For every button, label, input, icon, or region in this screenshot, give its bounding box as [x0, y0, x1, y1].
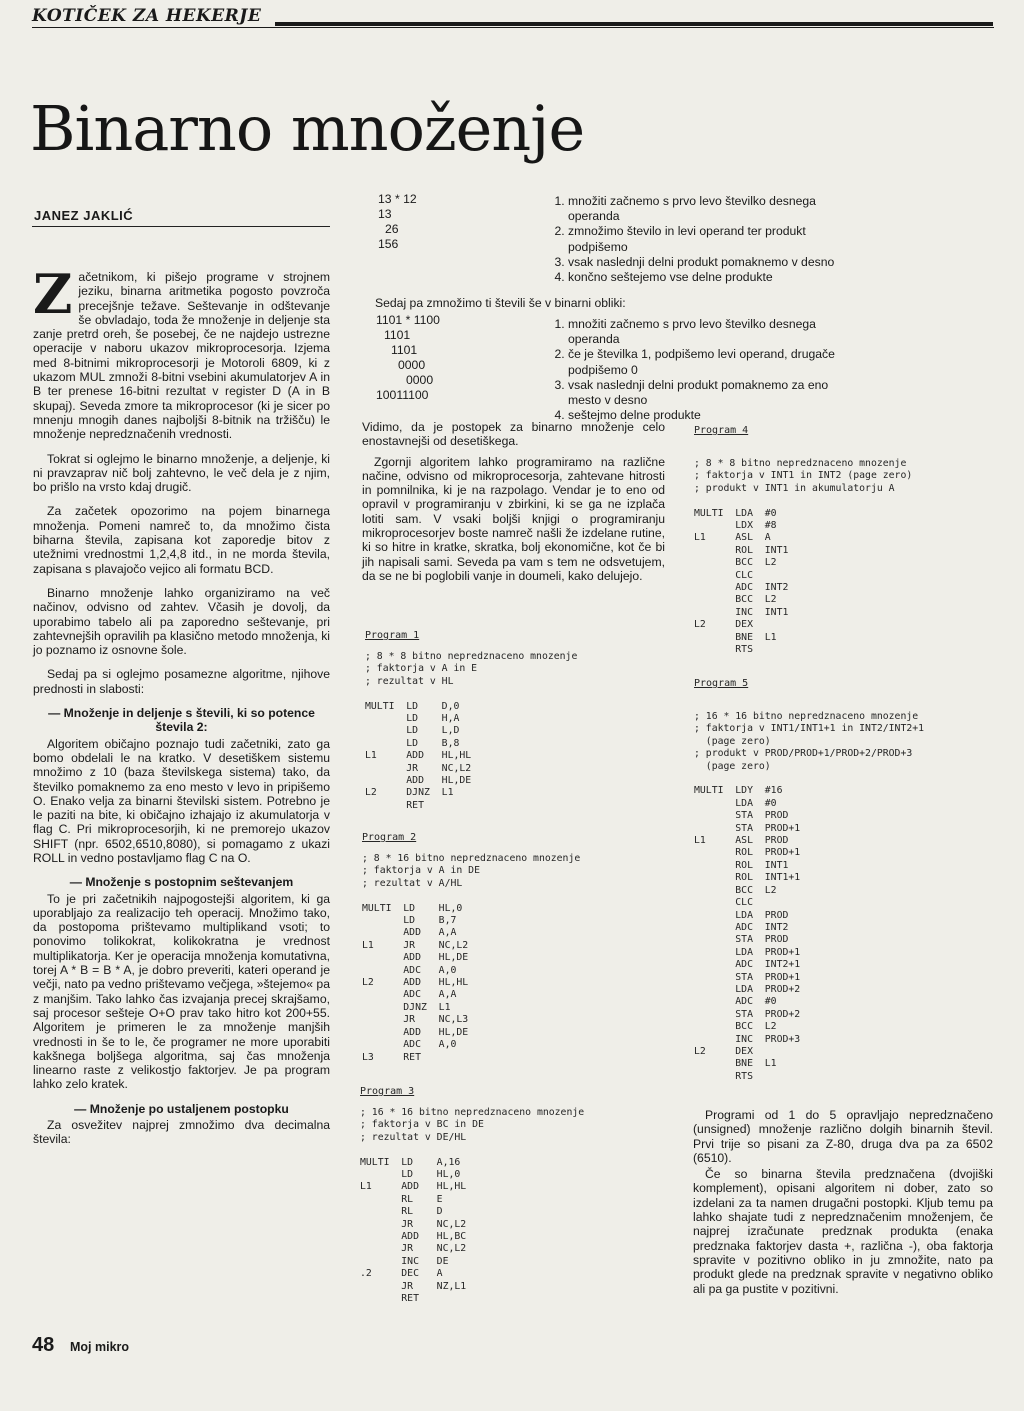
article-title: Binarno množenje [30, 92, 585, 165]
calc-line: 156 [378, 237, 399, 251]
calc-line: 10011100 [376, 388, 429, 402]
paragraph: Algoritem običajno poznajo tudi začetniki, zato ga bomo obdelali le na kratko. V desetiškem sistemu množimo z 10 (baza številskega sistema) tako, da številko pomaknemo za eno mesto v levo in pripišemo O. Enako velja za binarni številski sistem. Potrebno je le paziti na bite, ki običajno izhajajo iz akumulatorja v flag C. Pri mikroprocesorjih, ki ne premorejo ukazov SHIFT (npr. 6502,6510,8080), si pomagamo z ukazi ROLL in vedno postavljamo flag C na O. [33, 736, 330, 865]
program-1 [365, 630, 577, 812]
calc-line: 1101 * 1100 [376, 313, 440, 327]
program-code: ; 8 * 16 bitno nepredznaceno mnozenje ; faktorja v A in DE ; rezultat v A/HL MULTI LD HL,0 LD B,7 ADD A,A L1 JR NC,L2 ADD HL,DE ADC A,0 L2 ADD HL,HL ADC A,A DJNZ L1 JR NC,L3 ADD HL,DE ADC A,0 L3 RET [362, 853, 581, 1063]
step-item: 4. seštejmo delne produkte [568, 408, 853, 423]
column-middle-text [362, 420, 665, 589]
paragraph: Sedaj pa si oglejmo posamezne algoritme, njihove prednosti in slabosti: [33, 667, 330, 696]
calc-line: 26 [385, 222, 399, 236]
column-right-text [693, 1108, 993, 1298]
calc-line: 1101 [391, 343, 418, 357]
calc-line: 13 * 12 [378, 192, 417, 206]
magazine-name: Moj mikro [70, 1340, 130, 1354]
calc-line: 1101 [384, 328, 411, 342]
program-4 [694, 425, 912, 657]
intro-text: ačetnikom, ki pišejo programe v strojnem jeziku, binarna aritmetika pogosto povzroča precejšnje težave. Seštevanje in odštevanje še obvladajo, toda že množenje in deljenje sta zanje pretrd oreh, še posebej, če ne najdejo ustrezne operacije v naboru ukazov mikroprocesorja. Izjema med 8-bitnimi mikroprocesorji je Motoroli 6809, ki z ukazom MUL zmnoži 8-bitni vsebini akumulatorjev A in B ter prenese 16-bitni rezultat v register D (A in B skupaj). Seveda zmore ta mikroprocesor (ki je sicer po mnenju mnogih danes najboljši 8-bitnik na tržišču) le množenje nepredznačenih vrednosti. [33, 270, 330, 442]
article-author: JANEZ JAKLIĆ [34, 208, 134, 223]
intro-paragraph [33, 262, 330, 442]
program-3 [360, 1086, 584, 1306]
program-code: ; 16 * 16 bitno nepredznaceno mnozenje ; faktorja v INT1/INT1+1 in INT2/INT2+1 (page zero) ; produkt v PROD/PROD+1/PROD+2/PROD+3 (page zero) MULTI LDY #16 LDA #0 STA PROD STA PROD+1 L1 ASL PROD ROL PROD+1 ROL INT1 ROL INT1+1 BCC L2 CLC LDA PROD ADC INT2 STA PROD LDA PROD+1 ADC INT2+1 STA PROD+1 LDA PROD+2 ADC #0 STA PROD+2 BCC L2 INC PROD+3 L2 DEX BNE L1 RTS [694, 711, 925, 1082]
subheading: — Množenje in deljenje s števili, ki so potence števila 2: [48, 706, 315, 735]
program-code: ; 8 * 8 bitno nepredznaceno mnozenje ; faktorja v A in E ; rezultat v HL MULTI LD D,0 LD H,A LD L,D LD B,8 L1 ADD HL,HL JR NC,L2 ADD HL,DE L2 DJNZ L1 RET [365, 651, 578, 811]
program-label: Program 1 [365, 630, 420, 641]
paragraph: Binarno množenje lahko organiziramo na več načinov, odvisno od zahtev. Včasih je dovolj, da uporabimo tabelo ali pa zaporedno seštevanje, pri zahtevnejših opravilih pa klasično metodo množenja, ki jo poznamo iz osnovne šole. [33, 585, 330, 658]
paragraph: Za začetek opozorimo na pojem binarnega množenja. Pomeni namreč to, da množimo čista biharna števila, zapisana kot zaporedje bitov z utežnimi vrednostmi 1,2,4,8 itd., in ne morda števila, zapisana s plavajočo vejico ali formatu BCD. [33, 504, 330, 576]
program-2 [362, 832, 580, 1064]
paragraph: Programi od 1 do 5 opravljajo nepredznačeno (unsigned) množenje različno dolgih binarnih števil. Prvi trije so pisani za Z-80, druga dva pa za 6502 (6510). [693, 1108, 993, 1165]
program-code: ; 8 * 8 bitno nepredznaceno mnozenje ; faktorja v INT1 in INT2 (page zero) ; produkt v INT1 in akumulatorju A MULTI LDA #0 LDX #8 L1 ASL A ROL INT1 BCC L2 CLC ADC INT2 BCC L2 INC INT1 L2 DEX BNE L1 RTS [694, 458, 913, 656]
paragraph: Tokrat si oglejmo le binarno množenje, a deljenje, ki ni pravzaprav nič bolj zahtevno, le več dela je z njim, bo prišlo na vrsto kdaj drugič. [33, 451, 330, 495]
step-item: 2. če je številka 1, podpišemo levi operand, drugače podpišemo 0 [568, 347, 853, 377]
program-5 [694, 678, 924, 1083]
subheading: — Množenje s postopnim seštevanjem [69, 875, 294, 890]
paragraph: Če so binarna števila predznačena (dvojiški komplement), opisani algoritem ni dober, zato so izdelani za ta namen drugačni postopki. Kljub temu pa lahko shajate tudi z nepredznačenim množenjem, če najprej izračunate predznak produkta (enaka predznaka faktorjev dasta +, različna -), oba faktorja spravite v pozitivno obliko in ju zmnožite, nato pa produkt glede na predznak spravite v negativno obliko ali pa ga pustite v pozitivni. [693, 1167, 993, 1296]
binary-steps [548, 317, 853, 423]
program-label: Program 5 [694, 678, 749, 689]
program-label: Program 3 [360, 1086, 415, 1097]
header-rule [275, 22, 993, 26]
dropcap: Z [33, 262, 73, 326]
program-code: ; 16 * 16 bitno nepredznaceno mnozenje ; faktorja v BC in DE ; rezultat v DE/HL MULTI LD A,16 LD HL,0 L1 ADD HL,HL RL E RL D JR NC,L2 ADD HL,BC JR NC,L2 INC DE .2 DEC A JR NZ,L1 RET [360, 1107, 585, 1305]
program-label: Program 4 [694, 425, 749, 436]
decimal-example [378, 192, 528, 252]
page-number: 48 [32, 1334, 55, 1356]
author-rule [32, 226, 330, 227]
section-header: KOTIČEK ZA HEKERJE [32, 6, 262, 26]
step-item: 3. vsak naslednji delni produkt pomaknemo za eno mesto v desno [568, 378, 853, 408]
header-rule-thin [32, 27, 994, 28]
binary-example [376, 313, 526, 403]
paragraph: Vidimo, da je postopek za binarno množenje celo enostavnejši od desetiškega. [362, 420, 665, 449]
calc-line: 0000 [406, 373, 434, 387]
program-label: Program 2 [362, 832, 417, 843]
step-item: 1. množiti začnemo s prvo levo številko desnega operanda [568, 317, 853, 347]
subheading: — Množenje po ustaljenem postopku [74, 1101, 289, 1116]
paragraph: To je pri začetnikih najpogostejši algoritem, ki ga uporabljajo za realizacijo teh operacij. Množimo tako, da postopoma prištevamo multiplikand vsoti; to ponovimo tolikokrat, kolikokratna je vrednost multiplikatorja. Ker je operacija množenja komutativna, torej A * B = B * A, je dobro preveriti, kateri operand je večji, nato pa vedno prištevamo večjega, »štejemo« pa z manjšim. Tako lahko čas izvajanja precej skrajšamo, saj procesor sešteje O+O prav tako hitro kot 200+55. Algoritem je primeren le za množenje manjših vrednosti in še to le, če programer ne more uporabiti kakšnega boljšega algoritma, saj čas množenja linearno raste z velikostjo faktorjev. Je pa program lahko zelo kratek. [33, 891, 330, 1092]
calc-line: 0000 [398, 358, 426, 372]
decimal-steps [548, 194, 853, 285]
calc-line: 13 [378, 207, 392, 221]
step-item: 3. vsak naslednji delni produkt pomaknemo v desno [568, 255, 853, 270]
paragraph: Za osvežitev najprej zmnožimo dva decimalna števila: [33, 1118, 330, 1147]
step-item: 2. zmnožimo število in levi operand ter produkt podpišemo [568, 224, 853, 254]
step-item: 4. končno seštejemo vse delne produkte [568, 270, 853, 285]
binary-intro: Sedaj pa zmnožimo ti števili še v binarni obliki: [375, 296, 626, 310]
paragraph: Zgornji algoritem lahko programiramo na različne načine, odvisno od mikroprocesorja, zahtevane hitrosti in pomnilnika, ki je na razpolago. Vendar je to eno od opravil v programiranju v zbirkini, ki se ga ne izplača lotiti sam. V vsaki boljši knjigi o programiranju mikroprocesorjev boste namreč našli že izdelane rutine, ki so hitre in kratke, skratka, bolj ekonomične, kot če bi jih napisali sami. Seveda pa vam s tem ne odsvetujem, da se ne bi poglobili vanje in doumeli, kako delujejo. [362, 454, 665, 583]
column-left [33, 262, 330, 1157]
step-item: 1. množiti začnemo s prvo levo številko desnega operanda [568, 194, 853, 224]
